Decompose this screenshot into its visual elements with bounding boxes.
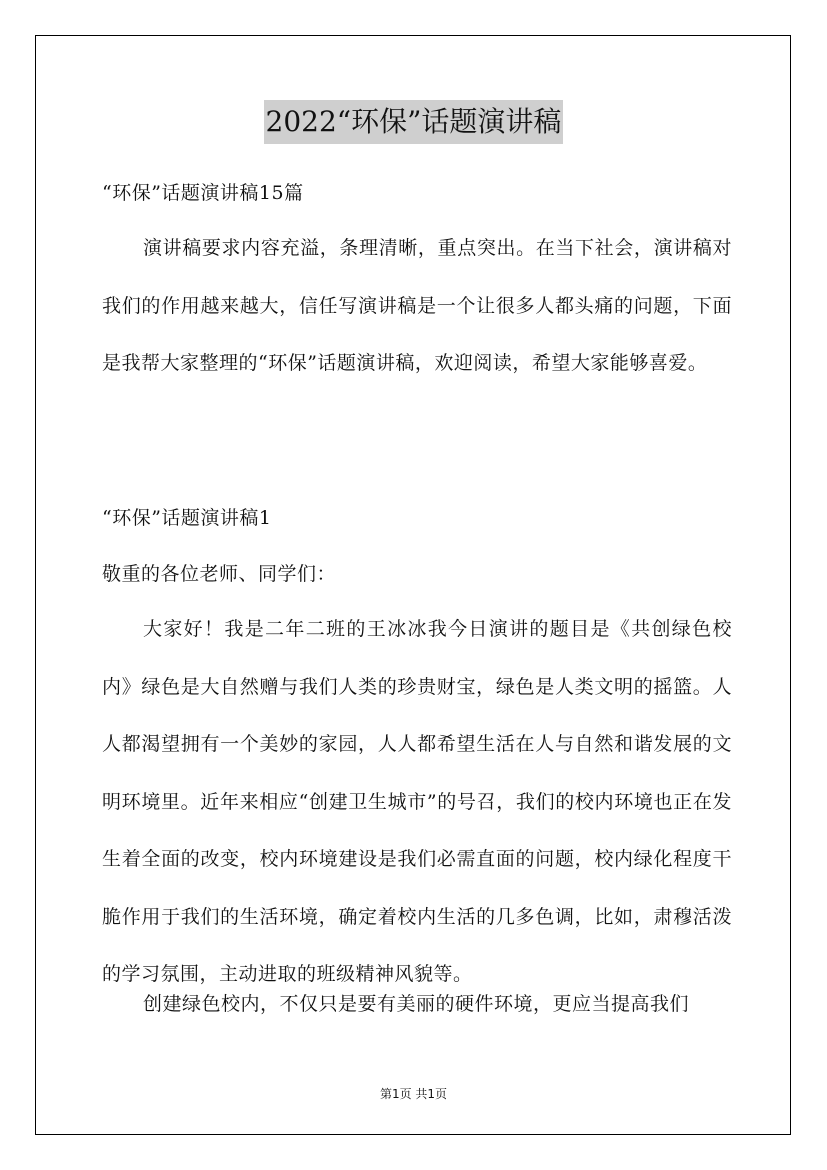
subtitle: “环保”话题演讲稿15篇	[102, 182, 304, 204]
body-paragraph-1: 大家好！我是二年二班的王冰冰我今日演讲的题目是《共创绿色校内》绿色是大自然赠与我们人类的珍贵财宝，绿色是人类文明的摇篮。人人都渴望拥有一个美妙的家园，人人都希望生活在人与自然和谐发展的文明环境里。近年来相应“创建卫生城市”的号召，我们的校内环境也正在发生着全面的改变，校内环境建设是我们必需直面的问题，校内绿化程度干脆作用于我们的生活环境，确定着校内生活的几多色调，比如，肃穆活泼的学习氛围，主动进取的班级精神风貌等。	[102, 618, 732, 985]
title-container	[0, 100, 827, 144]
page-footer: 第1页 共1页	[379, 1087, 448, 1101]
salutation: 敬重的各位老师、同学们：	[102, 563, 337, 585]
body-paragraph-2: 创建绿色校内，不仅只是要有美丽的硬件环境，更应当提高我们	[143, 993, 690, 1015]
document-title: 2022“环保”话题演讲稿	[264, 100, 564, 144]
section-heading: “环保”话题演讲稿1	[102, 507, 272, 529]
intro-paragraph: 演讲稿要求内容充溢，条理清晰，重点突出。在当下社会，演讲稿对我们的作用越来越大，信任写演讲稿是一个让很多人都头痛的问题，下面是我帮大家整理的“环保”话题演讲稿，欢迎阅读，希望大家能够喜爱。	[102, 237, 732, 374]
